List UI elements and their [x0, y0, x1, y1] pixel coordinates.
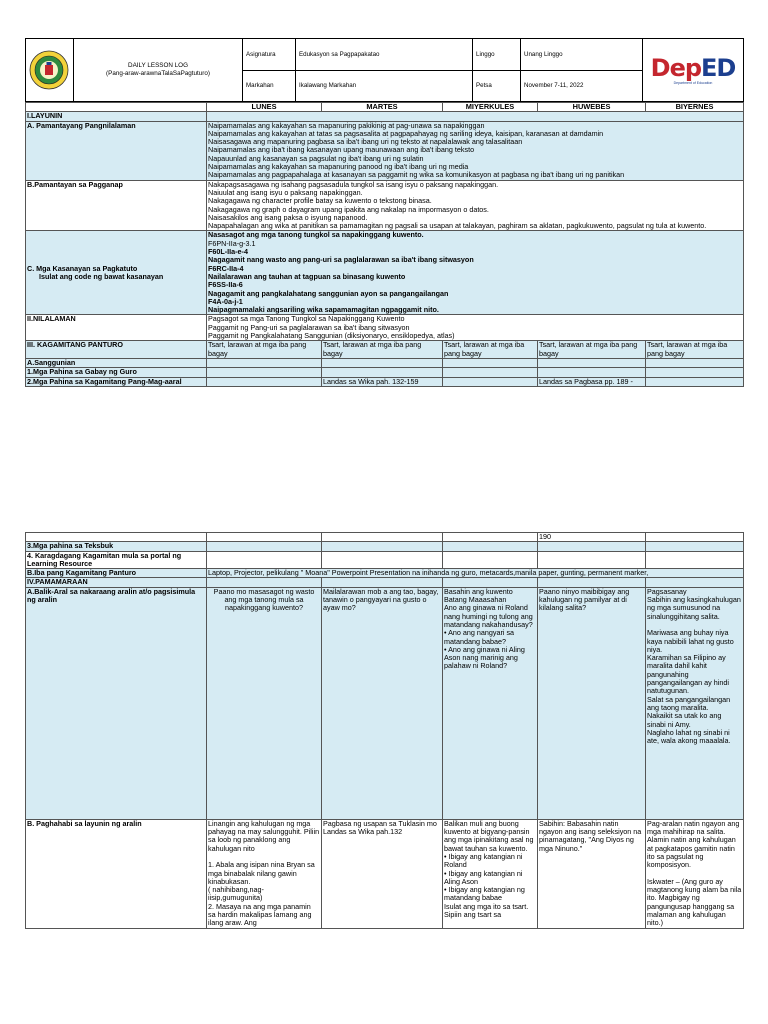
empty-cell	[646, 533, 744, 542]
lesson-table-bottom	[25, 532, 744, 929]
pagganap-line: Naiuulat ang isang isyu o paksang napakinggan.	[208, 187, 363, 197]
log-subtitle: (Pang-araw-arawnaTalaSaPagtuturo)	[106, 70, 210, 77]
nilalaman-line: Pagsagot sa mga Tanong Tungkol sa Napakinggang Kuwento	[208, 314, 405, 324]
teksbuk-row	[26, 542, 744, 551]
pagganap-line: Nakagagawa ng graph o dayagram upang ipakita ang nakalap na impormasyon o datos.	[208, 204, 489, 214]
empty-cell	[207, 377, 322, 386]
pamantayang-line: Naipamamalas ang iba't ibang kasanayan upang maunawaan ang iba't ibang teksto	[208, 145, 475, 155]
kasanayan-row	[26, 231, 744, 315]
balik-aral-miyerkules: Basahin ang kuwento Batang Maaasahan Ano ang ginawa ni Roland nang humingi ng tulong ang matandang nakahandusay? • Ano ang nangyari sa matandang babae? • Ano ang ginawa ni Aling Ason nang marinig ang palahaw ni Roland?	[443, 587, 538, 819]
empty-cell	[207, 368, 322, 377]
kasanayan-code: F6RC-IIa-4	[208, 263, 244, 273]
kagamitan-martes: Tsart, larawan at mga iba pang bagay	[322, 341, 443, 359]
balik-aral-row	[26, 587, 744, 819]
empty-cell	[646, 368, 744, 377]
empty-cell	[207, 542, 322, 551]
day-miyerkules: MIYERKULES	[443, 103, 538, 112]
balik-aral-huwebes: Paano ninyo maibibigay ang kahulugan ng pamilyar at di kilalang salita?	[538, 587, 646, 819]
pagganap-line: Nakagagawa ng character profile batay sa kuwento o tekstong binasa.	[208, 196, 432, 206]
nilalaman-line: Paggamit ng Pang-uri sa paglalarawan sa iba't ibang sitwasyon	[208, 322, 410, 332]
paghahabi-huwebes: Sabihin: Babasahin natin ngayon ang isang seleksiyon na pinamagatang, "Ang Diyos ng mga Ninuno."	[538, 819, 646, 928]
empty-cell	[322, 578, 443, 587]
sanggunian-label: A.Sanggunian	[26, 358, 207, 367]
gabay-label: 1.Mga Pahina sa Gabay ng Guro	[26, 368, 207, 377]
pagganap-line: Napapahalagan ang wika at panitikan sa pamamagitan ng pagsali sa usapan at talakayan, paghiram sa aklatan, pagkukuwento, pagsulat ng tula at kuwento.	[208, 221, 707, 231]
school-seal-logo	[26, 39, 74, 102]
empty-cell	[207, 533, 322, 542]
linggo-value: Unang Linggo	[521, 39, 643, 71]
pamantayang-label: A. Pamantayang Pangnilalaman	[26, 121, 207, 180]
empty-cell	[646, 551, 744, 569]
day-lunes: LUNES	[207, 103, 322, 112]
layunin-row	[26, 112, 744, 121]
teksbuk-label: 3.Mga pahina sa Teksbuk	[26, 542, 207, 551]
kagamitan-row	[26, 341, 744, 359]
kasanayan-label-line2: Isulat ang code ng bawat kasanayan	[39, 271, 164, 281]
kasanayan-line: Nailalarawan ang tauhan at tagpuan sa binasang kuwento	[208, 271, 406, 281]
linggo-label: Linggo	[473, 39, 521, 71]
paghahabi-miyerkules: Balikan muli ang buong kuwento at bigyang-pansin ang mga ipinakitang asal ng bawat tauhan sa kuwento. • Ibigay ang katangian ni Roland • Ibigay ang katangian ni Aling Ason • Ibigay ang katangian ng matandang babae Isulat ang mga ito sa tsart. Sipiin ang tsart sa	[443, 819, 538, 928]
petsa-value: November 7-11, 2022	[521, 70, 643, 102]
kagamitan-biyernes: Tsart, larawan at mga iba pang bagay	[646, 341, 744, 359]
empty-cell	[646, 542, 744, 551]
empty-cell	[443, 377, 538, 386]
pamantayang-line: Naipamamalas ang pagpapahalaga at kasanayan sa paggamit ng wika sa komunikasyon at pagbasa ng iba't ibang uri ng panitikan	[208, 170, 625, 180]
layunin-empty	[207, 112, 744, 121]
pagganap-label: B.Pamantayan sa Pagganap	[26, 180, 207, 231]
empty-cell	[443, 358, 538, 367]
iba-label: B.Iba pang Kagamitang Panturo	[26, 569, 207, 578]
empty-cell	[538, 578, 646, 587]
deped-logo-red: Dep	[650, 53, 702, 82]
log-title-cell	[74, 39, 243, 102]
asignatura-value: Edukasyon sa Pagpapakatao	[296, 39, 473, 71]
kagamitan-lunes: Tsart, larawan at mga iba pang bagay	[207, 341, 322, 359]
empty-cell	[443, 542, 538, 551]
empty-cell	[646, 377, 744, 386]
balik-aral-label: A.Balik-Aral sa nakaraang aralin at/o pagsisimula ng aralin	[26, 587, 207, 819]
empty-cell	[646, 578, 744, 587]
kagamitan-huwebes: Tsart, larawan at mga iba pang bagay	[538, 341, 646, 359]
empty-cell	[443, 551, 538, 569]
kasanayan-line: Nagagamit ang pangkalahatang sanggunian ayon sa pangangailangan	[208, 288, 449, 298]
day-huwebes: HUWEBES	[538, 103, 646, 112]
empty-cell	[322, 533, 443, 542]
kasanayan-content	[207, 231, 744, 315]
pahina-huwebes: Landas sa Pagbasa pp. 189 -	[538, 377, 646, 386]
pahina-row	[26, 377, 744, 386]
empty-cell	[443, 368, 538, 377]
iba-content: Laptop, Projector, pelikulang " Moana" Powerpoint Presentation na inihanda ng guro, metacards,manila paper, gunting, permanent marker,	[207, 569, 744, 578]
portal-row	[26, 551, 744, 569]
empty-cell	[207, 358, 322, 367]
deped-logo-blue: ED	[701, 53, 736, 82]
kasanayan-line: Nasasagot ang mga tanong tungkol sa napakinggang kuwento.	[208, 230, 424, 240]
pagganap-line: Naisasakilos ang isang paksa o isyung napanood.	[208, 212, 368, 222]
paghahabi-lunes: Linangin ang kahulugan ng mga pahayag na may salungguhit. Piliin sa loob ng panaklong ang kahulugan nito 1. Abala ang isipan nina Bryan sa mga binabalak nilang gawin kinabukasan. ( nahihibang,nag- iisip,gumugunita) 2. Masaya na ang mga panamin sa hardin makalipas lamang ang ilang araw. Ang	[207, 819, 322, 928]
layunin-label: I.LAYUNIN	[26, 112, 207, 121]
deped-subtitle: Department of Education	[673, 80, 713, 85]
empty-cell	[207, 551, 322, 569]
pamantayang-line: Naipamamalas ang kakayahan at tatas sa pagsasalita at pagpapahayag ng sariling ideya, kaisipan, karanasan at damdamin	[208, 128, 604, 138]
pagganap-row	[26, 180, 744, 231]
portal-label: 4. Karagdagang Kagamitan mula sa portal ng Learning Resource	[26, 551, 207, 569]
kagamitan-label: III. KAGAMITANG PANTURO	[26, 341, 207, 359]
kasanayan-code: F60L-IIa-e-4	[208, 247, 248, 257]
balik-aral-martes: Mailalarawan mob a ang tao, bagay, tanawin o pangyayari na gusto o ayaw mo?	[322, 587, 443, 819]
kasanayan-code: F4A-0a-j-1	[208, 296, 243, 306]
pagganap-content	[207, 180, 744, 231]
pamantayang-line: Naipamamalas ang kakayahan sa mapanuring pakikinig at pag-unawa sa napakinggan	[208, 120, 485, 130]
empty-cell	[207, 578, 322, 587]
lesson-table-top	[25, 102, 744, 387]
kasanayan-label	[26, 231, 207, 315]
day-header-row	[26, 103, 744, 112]
pamamaraan-label: IV.PAMAMARAAN	[26, 578, 207, 587]
pahina-martes: Landas sa Wika pah. 132-159	[322, 377, 443, 386]
nilalaman-line: Paggamit ng Pangkalahatang Sanggunian (diksiyonaryo, ensiklopedya, atlas)	[208, 331, 455, 341]
header-table	[25, 38, 744, 102]
empty-cell	[538, 368, 646, 377]
empty-cell	[538, 358, 646, 367]
empty-cell	[646, 358, 744, 367]
asignatura-label: Asignatura	[243, 39, 296, 71]
empty-cell	[538, 542, 646, 551]
iba-row	[26, 569, 744, 578]
pamantayang-line: Napauunlad ang kasanayan sa pagsulat ng iba't ibang uri ng sulatin	[208, 153, 424, 163]
kasanayan-line: Nagagamit nang wasto ang pang-uri sa paglalarawan sa iba't ibang sitwasyon	[208, 255, 474, 265]
school-seal-icon	[29, 50, 69, 90]
pamantayang-line: Naipamamalas ang kakayahan sa mapanuring panood ng iba't ibang uri ng media	[208, 162, 469, 172]
log-title: DAILY LESSON LOG	[128, 62, 188, 70]
petsa-label: Petsa	[473, 70, 521, 102]
pamantayang-row	[26, 121, 744, 180]
markahan-value: Ikalawang Markahan	[296, 70, 473, 102]
empty-cell	[443, 533, 538, 542]
empty-cell	[322, 358, 443, 367]
kasanayan-line: Naipagmamalaki angsariling wika sapamamagitan ngpaggamit nito.	[208, 305, 439, 315]
paghahabi-row	[26, 819, 744, 928]
empty-cell	[322, 542, 443, 551]
balik-aral-lunes: Paano mo masasagot ng wasto ang mga tanong mula sa napakinggang kuwento?	[207, 587, 322, 819]
empty-cell	[322, 368, 443, 377]
deped-logo	[643, 39, 744, 102]
pamantayang-content	[207, 121, 744, 180]
continuation-row	[26, 533, 744, 542]
nilalaman-content	[207, 315, 744, 341]
kagamitan-miyerkules: Tsart, larawan at mga iba pang bagay	[443, 341, 538, 359]
day-martes: MARTES	[322, 103, 443, 112]
kasanayan-label-line1: C. Mga Kasanayan sa Pagkatuto	[27, 263, 138, 273]
nilalaman-row	[26, 315, 744, 341]
pagganap-line: Nakapagsasagawa ng isahang pagsasadula tungkol sa isang isyu o paksang napakinggan.	[208, 179, 499, 189]
pamamaraan-row	[26, 578, 744, 587]
pamantayang-line: Naisasagawa ang mapanuring pagbasa sa iba't ibang uri ng teksto at napalalawak ang talasalitaan	[208, 137, 523, 147]
paghahabi-martes: Pagbasa ng usapan sa Tuklasin mo Landas sa Wika pah.132	[322, 819, 443, 928]
day-biyernes: BIYERNES	[646, 103, 744, 112]
empty-cell	[538, 551, 646, 569]
empty-cell	[322, 551, 443, 569]
kasanayan-code: F6PN-IIa-g-3.1	[208, 238, 256, 248]
pahina-label: 2.Mga Pahina sa Kagamitang Pang-Mag-aaral	[26, 377, 207, 386]
balik-aral-biyernes: Pagsasanay Sabihin ang kasingkahulugan ng mga sumusunod na sinalunggihitang salita. Mariwasa ang buhay niya kaya nabibili lahat ng gusto niya. Karamihan sa Filipino ay maralita dahil kahit pangunahing pangangailangan ay hindi natutugunan. Salat sa pangangailangan ang taong maralita. Nakaikit sa utak ko ang sinabi ni Amy. Naglaho lahat ng sinabi ni ate, wala akong maaalala.	[646, 587, 744, 819]
pahina-huwebes-cont: 190	[538, 533, 646, 542]
paghahabi-biyernes: Pag-aralan natin ngayon ang mga mahihirap na salita. Alamin natin ang kahulugan at pagkatapos gamitin natin ito sa pagsulat ng komposisyon. Iskwater – (Ang guro ay magtanong kung alam ba nila ito. Magbigay ng pangungusap hanggang sa malaman ang kahulugan nito.)	[646, 819, 744, 928]
gabay-row	[26, 368, 744, 377]
nilalaman-label: II.NILALAMAN	[26, 315, 207, 341]
kasanayan-code: F6SS-IIa-6	[208, 280, 243, 290]
paghahabi-label: B. Paghahabi sa layunin ng aralin	[26, 819, 207, 928]
markahan-label: Markahan	[243, 70, 296, 102]
empty-cell	[443, 578, 538, 587]
